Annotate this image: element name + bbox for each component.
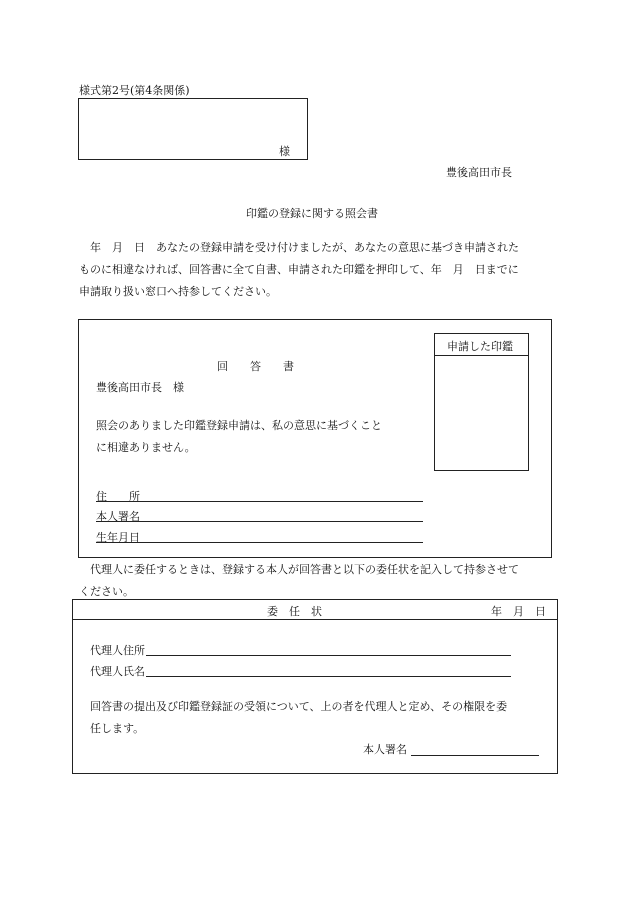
reply-title: 回 答 書 xyxy=(217,360,294,373)
delegation-field-label-address: 代理人住所 xyxy=(90,644,145,657)
delegation-field-line-address[interactable] xyxy=(146,655,511,656)
delegation-title: 委 任 状 xyxy=(267,605,322,618)
field-line-birthdate[interactable] xyxy=(96,542,423,543)
proxy-note-line-1: 代理人に委任するときは、登録する本人が回答書と以下の委任状を記入して持参させて xyxy=(90,563,519,576)
delegation-signature-line[interactable] xyxy=(411,755,539,756)
delegation-body-line-1: 回答書の提出及び印鑑登録証の受領について、上の者を代理人と定め、その権限を委 xyxy=(90,700,508,713)
field-line-address[interactable] xyxy=(96,501,423,502)
delegation-section xyxy=(72,599,558,774)
reply-addressee: 豊後高田市長 様 xyxy=(96,381,184,394)
delegation-field-line-name[interactable] xyxy=(146,676,511,677)
intro-line-3: 申請取り扱い窓口へ持参してください。 xyxy=(79,285,277,298)
field-line-signature[interactable] xyxy=(96,521,423,522)
delegation-body-line-2: 任します。 xyxy=(90,722,145,735)
reply-body-line-2: に相違ありません。 xyxy=(96,441,196,454)
addressee-box xyxy=(78,98,308,160)
seal-box xyxy=(434,333,529,471)
proxy-note-line-2: ください。 xyxy=(79,585,134,598)
seal-label: 申請した印鑑 xyxy=(447,340,513,353)
addressee-suffix: 様 xyxy=(279,145,290,158)
intro-line-1: 年 月 日 あなたの登録申請を受け付けましたが、あなたの意思に基づき申請された xyxy=(90,241,519,254)
delegation-signature-label: 本人署名 xyxy=(363,743,407,756)
reply-body xyxy=(96,415,416,459)
form-number: 様式第2号(第4条関係) xyxy=(79,84,190,97)
proxy-note xyxy=(79,559,559,603)
delegation-date: 年 月 日 xyxy=(491,605,546,618)
seal-header-divider xyxy=(435,355,528,356)
field-label-signature: 本人署名 xyxy=(96,510,140,523)
reply-body-line-1: 照会のありました印鑑登録申請は、私の意思に基づくこと xyxy=(96,419,382,432)
delegation-field-label-name: 代理人氏名 xyxy=(90,665,145,678)
delegation-body xyxy=(90,696,555,740)
intro-line-2: ものに相違なければ、回答書に全て自書、申請された印鑑を押印して、年 月 日までに xyxy=(79,263,519,276)
field-label-address: 住 所 xyxy=(96,490,140,503)
document-title: 印鑑の登録に関する照会書 xyxy=(246,207,378,220)
reply-section xyxy=(78,319,552,558)
field-label-birthdate: 生年月日 xyxy=(96,531,140,544)
intro-paragraph xyxy=(79,237,559,303)
delegation-header-divider xyxy=(73,619,557,620)
issuer: 豊後高田市長 xyxy=(446,166,512,179)
